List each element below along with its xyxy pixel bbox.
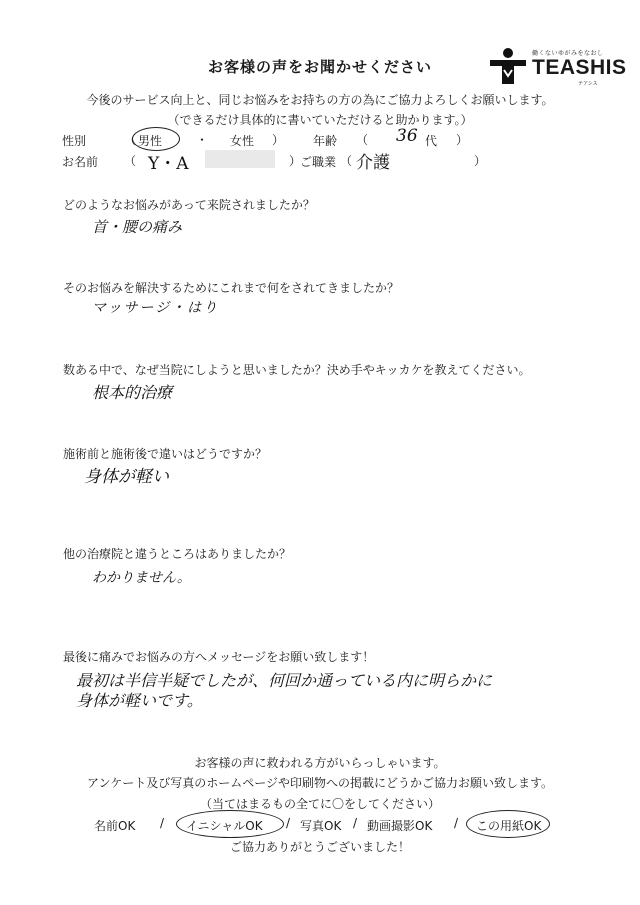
- name-value: Y・A: [148, 154, 189, 174]
- closing-line-1: お客様の声に救われる方がいらっしゃいます。: [194, 756, 446, 770]
- option-video-ok: 動画撮影OK: [367, 819, 433, 833]
- option-separator-3: /: [353, 816, 358, 830]
- option-separator-2: /: [286, 816, 291, 830]
- answer-6-line-2: 身体が軽いです。: [76, 691, 203, 710]
- logo-tagline: 働くないゆがみをなおし: [532, 50, 604, 57]
- option-this-sheet-ok-circle: [466, 810, 550, 838]
- option-name-ok: 名前OK: [94, 819, 136, 833]
- gender-paren-open: （: [124, 133, 137, 147]
- name-label: お名前: [62, 155, 99, 169]
- answer-1: 首・腰の痛み: [92, 218, 183, 236]
- logo-name: TEASHIS: [532, 56, 627, 79]
- job-label: ご職業: [300, 155, 337, 169]
- age-value: 36: [396, 126, 418, 146]
- logo-sub: テアシス: [578, 81, 598, 87]
- option-initial-ok: イニシャルOK: [186, 819, 263, 833]
- teashis-logo: [488, 44, 634, 88]
- name-paren-open: （: [124, 154, 137, 168]
- gender-male: 男性: [138, 134, 163, 148]
- age-paren-close: ）: [456, 133, 469, 147]
- closing-line-3: （当てはまるもの全てに〇をしてください）: [199, 797, 440, 811]
- answer-3: 根本的治療: [92, 383, 173, 402]
- age-suffix: 代: [425, 134, 438, 148]
- option-separator-4: /: [454, 816, 459, 830]
- option-separator-1: /: [160, 816, 165, 830]
- intro-line-1: 今後のサービス向上と、同じお悩みをお持ちの方の為にご協力よろしくお願いします。: [86, 93, 554, 107]
- job-value: 介護: [356, 153, 390, 173]
- question-4: 施術前と施術後で違いはどうですか？: [63, 447, 268, 461]
- age-label: 年齢: [313, 134, 338, 148]
- answer-6-line-1: 最初は半信半疑でしたが、何回か通っている内に明らかに: [76, 671, 493, 690]
- closing-line-2: アンケート及び写真のホームページや印刷物への掲載にどうかご協力お願い致します。: [86, 776, 554, 790]
- gender-separator: ・: [196, 133, 209, 147]
- option-this-sheet-ok: この用紙OK: [476, 819, 542, 833]
- gender-paren-close: ）: [272, 133, 285, 147]
- question-1: どのようなお悩みがあって来院されましたか？: [63, 198, 315, 212]
- question-6: 最後に痛みでお悩みの方へメッセージをお願い致します！: [63, 650, 375, 664]
- job-paren-close: ）: [474, 154, 487, 168]
- question-5: 他の治療院と違うところはありましたか？: [63, 547, 292, 561]
- gender-male-circle: [132, 127, 180, 151]
- job-paren-open: （: [340, 154, 353, 168]
- answer-4: 身体が軽い: [84, 467, 169, 487]
- gender-label: 性別: [62, 134, 87, 148]
- gender-female: 女性: [230, 134, 255, 148]
- name-paren-close: ）: [289, 154, 302, 168]
- question-2: そのお悩みを解決するためにこれまで何をされてきましたか？: [63, 281, 400, 295]
- option-photo-ok: 写真OK: [300, 819, 342, 833]
- age-paren-open: （: [356, 133, 369, 147]
- thanks-text: ご協力ありがとうございました！: [229, 840, 410, 854]
- form-title: お客様の声をお聞かせください: [207, 58, 432, 76]
- person-logo-icon: [488, 46, 528, 86]
- intro-line-2: （できるだけ具体的に書いていただけると助かります。）: [167, 113, 473, 127]
- answer-5: わかりません。: [92, 570, 191, 586]
- option-initial-ok-circle: [176, 810, 284, 838]
- question-3: 数ある中で、なぜ当院にしようと思いましたか？決め手やキッカケを教えてください。: [63, 363, 531, 377]
- redacted-name-area: [205, 150, 275, 168]
- answer-2: マッサージ・はり: [92, 300, 220, 316]
